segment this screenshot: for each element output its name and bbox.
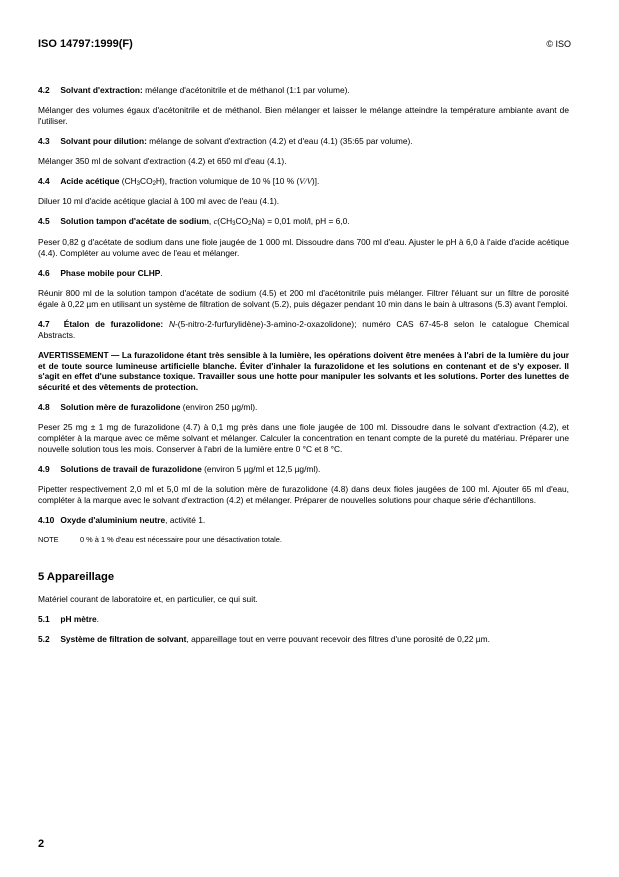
clause-title: Solution mère de furazolidone xyxy=(60,402,181,413)
formula-part: CO xyxy=(140,175,153,186)
clause-intro: mélange d'acétonitrile et de méthanol (1:1 par volume). xyxy=(142,85,350,95)
clause-title: Solvant d'extraction: xyxy=(60,85,143,95)
clause-end: . xyxy=(96,614,99,625)
clause-4-9 xyxy=(38,464,569,475)
clause-title: Oxyde d'aluminium neutre xyxy=(60,514,166,525)
section-heading: 5 Appareillage xyxy=(38,571,115,584)
standard-title: ISO 14797:1999(F) xyxy=(38,38,133,50)
clause-title: Phase mobile pour CLHP xyxy=(60,268,161,279)
formula-part: (CH xyxy=(217,216,233,227)
paragraph: Matériel courant de laboratoire et, en particulier, ce qui suit. xyxy=(38,594,258,605)
clause-number: 4.7 xyxy=(38,318,50,329)
clause-intro: , activité 1. xyxy=(165,514,206,525)
clause-title: Système de filtration de solvant xyxy=(60,634,187,645)
clause-4-3 xyxy=(38,136,569,147)
page-number: 2 xyxy=(38,838,45,850)
clause-title: Solvant pour dilution: xyxy=(60,135,147,146)
clause-number: 5.1 xyxy=(38,614,50,625)
clause-4-10 xyxy=(38,515,569,526)
paragraph: Peser 25 mg ± 1 mg de furazolidone (4.7) à 0,1 mg près dans une fiole jaugée de 100 ml. Dissoudre dans le solvant d'extraction (4.2), et compléter à la marque avec ce même solvant et mélanger. Calculer la concentration en tenant compte de la pureté du matériau. Préparer une nouvelle solution tous les mois. Conserver à l'abri de la lumière entre 0 °C et 8 °C. xyxy=(38,422,569,454)
subscript: 3 xyxy=(232,221,236,228)
concentration-symbol: c xyxy=(213,217,218,227)
clause-intro: , appareillage tout en verre pouvant recevoir des filtres d'une porosité de 0,22 µm. xyxy=(186,634,490,645)
paragraph: Diluer 10 ml d'acide acétique glacial à 100 ml avec de l'eau (4.1). xyxy=(38,196,280,207)
clause-number: 4.10 xyxy=(38,514,55,525)
clause-intro: (environ 250 µg/ml). xyxy=(180,402,258,413)
clause-5-1 xyxy=(38,614,569,625)
formula-part: (CH xyxy=(119,175,137,186)
copyright: © ISO xyxy=(546,39,571,49)
note xyxy=(38,534,569,546)
clause-number: 4.2 xyxy=(38,85,50,95)
clause-number: 4.9 xyxy=(38,463,50,474)
formula-part: H), fraction volumique de 10 % [10 % ( xyxy=(155,175,300,186)
paragraph: Pipetter respectivement 2,0 ml et 5,0 ml de la solution mère de furazolidone (4.8) dans deux fioles jaugées de 100 ml. Ajouter 65 ml d'eau, compléter à la marque avec le solvant d'extraction (4.2) et mélanger. Préparer de nouvelles solutions pour chaque série d'échantillons. xyxy=(38,483,569,505)
paragraph: Mélanger 350 ml de solvant d'extraction (4.2) et 650 ml d'eau (4.1). xyxy=(38,155,287,166)
note-text: 0 % à 1 % d'eau est nécessaire pour une désactivation totale. xyxy=(80,535,282,545)
clause-number: 4.4 xyxy=(38,175,50,186)
clause-intro: -(5-nitro-2-furfurylidène)-3-amino-2-oxazolidone); numéro CAS 67-45-8 selon le catalogue Chemical Abstracts. xyxy=(38,318,569,340)
subscript: 2 xyxy=(152,180,156,187)
clause-4-8 xyxy=(38,402,569,413)
clause-number: 5.2 xyxy=(38,634,50,645)
paragraph: Peser 0,82 g d'acétate de sodium dans une fiole jaugée de 1 000 ml. Dissoudre dans 700 ml d'eau. Ajuster le pH à 6,0 à l'aide d'acide acétique (4.4). Compléter au volume avec de l'eau et mélanger. xyxy=(38,237,569,259)
formula-part: , xyxy=(208,216,214,227)
subscript: 2 xyxy=(248,221,252,228)
clause-title: Solution tampon d'acétate de sodium xyxy=(60,216,209,227)
clause-number: 4.5 xyxy=(38,216,50,227)
document-body xyxy=(38,85,569,654)
warning: AVERTISSEMENT — La furazolidone étant très sensible à la lumière, les opérations doivent être menées à l'abri de la lumière du jour et de toute source lumineuse artificielle blanche. Éviter d'inhaler la furazolidone et les solutions en contenant et de s'y exposer. Il s'agit en effet d'une substance toxique. Travailler sous une hotte pour manipuler les solvants et les solutions. Porter des lunettes de sécurité et des vêtements de protection. xyxy=(38,349,569,393)
paragraph: Réunir 800 ml de la solution tampon d'acétate de sodium (4.5) et 200 ml d'acétonitrile puis mélanger. Filtrer l'éluant sur un filtre de porosité égale à 0,22 µm en utilisant un système de filtration de solvant (5.2), puis dégazer pendant 10 min dans le bain à ultrasons (5.3) avant l'emploi. xyxy=(38,287,569,309)
clause-number: 4.6 xyxy=(38,268,50,279)
clause-title: Solutions de travail de furazolidone xyxy=(60,463,202,474)
clause-intro: (environ 5 µg/ml et 12,5 µg/ml). xyxy=(201,463,321,474)
clause-number: 4.8 xyxy=(38,402,50,413)
volume-ratio: V/V xyxy=(299,176,312,186)
clause-number: 4.3 xyxy=(38,135,50,146)
chemical-prefix: N xyxy=(168,318,175,329)
formula-part: )]. xyxy=(311,175,320,186)
clause-title: Acide acétique xyxy=(60,175,120,186)
clause-title: Étalon de furazolidone: xyxy=(63,318,164,329)
clause-5-2 xyxy=(38,634,569,645)
clause-end: . xyxy=(160,268,163,279)
subscript: 3 xyxy=(136,180,141,187)
formula-part: CO xyxy=(235,216,249,227)
clause-4-4 xyxy=(38,176,569,188)
clause-title: pH mètre xyxy=(60,614,97,625)
clause-4-7 xyxy=(38,319,569,341)
clause-intro: mélange de solvant d'extraction (4.2) et d'eau (4.1) (35:65 par volume). xyxy=(146,135,413,146)
clause-4-5 xyxy=(38,216,569,228)
clause-4-6 xyxy=(38,268,569,279)
note-label: NOTE xyxy=(38,535,59,545)
paragraph: Mélanger des volumes égaux d'acétonitrile et de méthanol. Bien mélanger et laisser le mélange atteindre la température ambiante avant de l'utiliser. xyxy=(38,104,569,126)
clause-4-2 xyxy=(38,85,569,96)
formula-part: Na) = 0,01 mol/l, pH = 6,0. xyxy=(251,216,350,227)
